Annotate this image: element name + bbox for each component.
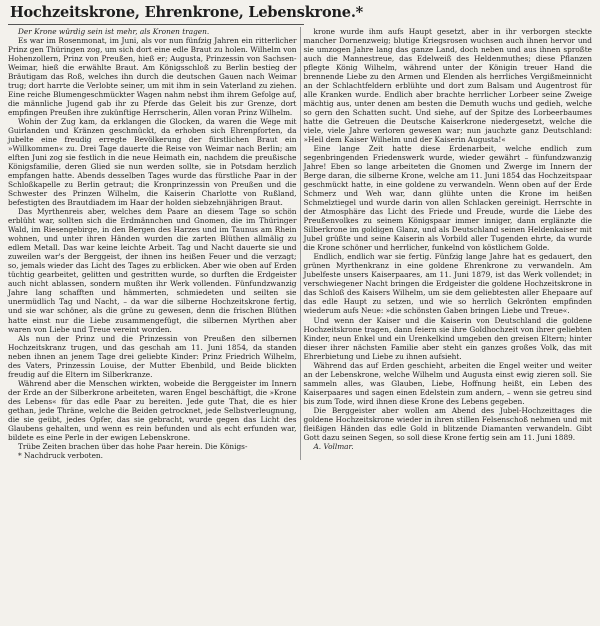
- paragraph: Während das auf Erden geschieht, arbeiten die Engel weiter und weiter an der Lebenskrone, welche Wilhelm und Augusta einst ewig zieren soll. Sie sammeln alles, was Glauben, Liebe, Hoffnung heißt, ein Leben des Kaiserpaares und sagen einen Edelstein zum andern, – wenn sie getreu sind bis zum Tode, wird ihnen diese Krone des Lebens gegeben.: [303, 360, 592, 406]
- paragraph: Wohin der Zug kam, da erklangen die Glocken, da waren die Wege mit Guirlanden und Kränzen geschmückt, da erhoben sich Ehrenpforten, da jubelte eine freudig erregte Bevölkerung der fürstlichen Braut ein »Willkommen« zu. Drei Tage dauerte die Reise von Weimar nach Berlin; am elften Juni zog sie festlich in die neue Heimath ein, nachdem die preußische Königsfamilie, deren Glied sie nun werden sollte, sie in Potsdam herzlich empfangen hatte. Abends desselben Tages wurde das fürstliche Paar in der Schloßkapelle zu Berlin getraut; die Kronprinzessin von Preußen und die Schwester des Prinzen Wilhelm, die Kaiserin Charlotte von Rußland, befestigten des Brautdiadem im Haar der holden siebzehnjährigen Braut.: [8, 117, 297, 208]
- paragraph: Als nun der Prinz und die Prinzessin von Preußen den silbernen Hochzeitskranz trugen, und das geschah am 11. Juni 1854, da standen neben ihnen an jenem Tage drei geliebte Kinder: Prinz Friedrich Wilhelm, des Vaters, Prinzessin Louise, der Mutter Ebenbild, und Beide blickten freudig auf die Eltern im Silberkranze.: [8, 333, 297, 379]
- footnote: * Nachdruck verboten.: [18, 450, 103, 460]
- right-column: [304, 27, 593, 460]
- paragraph: krone wurde ihm aufs Haupt gesetzt, aber in ihr verborgen steckte mancher Dornenzweig; blutige Kriegsrosen wuchsen auch ihnen hervor und sie umzogen Jahre lang das ganze Land, doch neben und aus ihnen sproßte auch die Mannestreue, das Edelweiß des Heldenmuthes; diese Pflanzen pflegte König Wilhelm, während unter der Königin treuer Hand die brennende Liebe zu den Armen und Elenden als herrliches Vergißmeinnicht an der Schlachtfeldern erblühte und dort zum Balsam und Augentrost für alle Kranken wurde. Endlich aber brachte herrlicher Lorbeer seine Zweige mächtig aus, unter denen am besten die Demuth wuchs und gedieh, welche so gern den Schatten sucht. Und siehe, auf der Spitze des Lorbeerbaumes hatte die Getreuen die Deutsche Kaiserkrone niedergesetzt, welche die viele, viele Jahre verloren gewesen war; nun jauchzte ganz Deutschland: »Heil dem Kaiser Wilhelm und der Kaiserin Augusta!«: [303, 27, 592, 145]
- motto: Der Krone würdig sein ist mehr, als Kronen tragen.: [18, 27, 210, 36]
- paragraph: Während aber die Menschen wirkten, wobeide die Berggeister im Innern der Erde an der Silberkrone arbeiteten, waren Engel beschäftigt, die »Krone des Lebens« für das edle Paar zu bereiten. Jede gute That, die es hier gethan, jede Thräne, welche die Beiden getrocknet, jede Selbstverleugnung, die sie geübt, jedes Opfer, das sie gebracht, wurde gegen das Licht des Glaubens gehalten, und wenn es rein befunden und als echt erfunden war, bildete es eine Perle in der ewigen Lebenskrone.: [8, 378, 297, 442]
- article-columns: [8, 27, 592, 460]
- column-divider: [300, 27, 301, 460]
- left-column: [8, 27, 297, 460]
- paragraph: Endlich, endlich war sie fertig. Fünfzig lange Jahre hat es gedauert, den grünen Myrthenkranz in eine goldene Ehrenkrone zu verwandeln. Am Jubelfeste unsers Kaiserpaares, am 11. Juni 1879, ist das Werk vollendet; in verschwiegener Nacht bringen die Erdgeister die goldene Hochzeitskrone in das Schloß des Kaisers Wilhelm, um sie dem geliebtesten aller Ehepaare auf das edle Haupt zu setzen, und wie so herrlich Gekrönten empfinden wiederum aufs Neue: »die schönsten Gaben bringen Liebe und Treue«.: [303, 252, 592, 316]
- paragraph: Trübe Zeiten brachen über das hohe Paar herein. Die Königs-: [18, 441, 248, 451]
- paragraph: Und wenn der Kaiser und die Kaiserin von Deutschland die goldene Hochzeitskrone tragen, dann feiern sie ihre Goldhochzeit von ihrer geliebten Kinder, neun Enkel und ein Urenkelkind umgeben den greisen Eltern; hinter dieser ihrer nächsten Familie aber steht ein ganzes großes Volk, das mit Ehrerbietung und Liebe zu ihnen aufsieht.: [303, 315, 592, 361]
- author-signature: A. Vollmar.: [313, 441, 354, 451]
- paragraph: Es war im Rosenmonat, im Juni, als vor nun fünfzig Jahren ein ritterlicher Prinz gen Thüringen zog, um sich dort eine edle Braut zu holen. Wilhelm von Hohenzollern, Prinz von Preußen, hieß er; Augusta, Prinzessin von Sachsen-Weimar, hieß die erwählte Braut. Am Königsschloß zu Berlin bestieg der Bräutigam das Roß, welches ihn durch die deutschen Gauen nach Weimar trug; dort harrte die Verlobte seiner, um mit ihm in sein Vaterland zu ziehen. Eine reiche Blumengeschmückter Wagen nahm nebst ihm ihrem Gefolge auf, die männliche Jugend gab ihr zu Pferde das Geleit bis zur Grenze, dort empfingen Preußen ihre zukünftige Herrscherin, Allen voran Prinz Wilhelm.: [8, 36, 297, 118]
- paragraph: Die Berggeister aber wollen am Abend des Jubel-Hochzeittages die goldene Hochzeitskrone wieder in ihren stillen Felsenschoß nehmen und mit fleißigen Händen das edle Gold in blitzende Diamanten verwandeln. Gibt Gott dazu seinen Segen, so soll diese Krone fertig sein am 11. Juni 1889.: [303, 405, 592, 442]
- paragraph: Das Myrthenreis aber, welches dem Paare an diesem Tage so schön erblüht war, sollten sich die Erdmännchen und Gnomen, die im Thüringer Wald, im Riesengebirge, in den Bergen des Harzes und im Taunus am Rhein wohnen, und unter ihren Händen wurden die zarten Blüthen allmälig zu edlem Metall. Das war keine leichte Arbeit. Tag und Nacht dauerte sie und zuweilen war's der Berggeist, der ihnen ins heißen Feuer und die verzagt; so, jemals wieder das Licht des Tages zu erblicken. Aber wie oben auf Erden tüchtig gearbeitet, gelitten und gestritten wurde, so durften die Erdgeister auch nicht ablassen, sondern mußten ihr Werk vollenden. Fünfundzwanzig Jahre lang schafften und hämmerten, schmiedeten und seilten sie unermüdlich Tag und Nacht, – da war die silberne Hochzeitskrone fertig, und sie war schöner, als die grüne zu gewesen, denn die frischen Blüthen hatte einst nur die Liebe zusammengefügt, die silbernen Myrthen aber waren von Liebe und Treue vereint worden.: [8, 207, 297, 334]
- article-title: Hochzeitskrone, Ehrenkrone, Lebenskrone.*: [10, 4, 364, 21]
- paragraph: Eine lange Zeit hatte diese Erdenarbeit, welche endlich zum segenbringenden Friedenswerk wurde, wieder gewährt – fünfundzwanzig Jahre! Eben so lange arbeiteten die Gnomen und Zwerge im Innern der Berge daran, die silberne Krone, welche am 11. Juni 1854 das Hochzeitspaar geschmückt hatte, in eine goldene zu verwandeln. Wenn oben auf der Erde Schmerz und Weh war, dann glühte unten die Krone im heißen Schmelztiegel und wurde darin von allen Schlacken gereinigt. Herrschte in der Atmosphäre das Licht des Friede und Freude, wurde die Liebe des Preußenvolkes zu seinem Königspaar immer inniger, dann erglänzte die Silberkrone im goldigen Glanz, und als Deutschland seinen Heldenkaiser mit Jubel grüßte und seine Kaiserin als Vorbild aller Tugenden ehrte, da wurde die Krone schöner und herrlicher, funkelnd von köstlichem Golde.: [303, 144, 592, 253]
- title-rule: [8, 24, 304, 25]
